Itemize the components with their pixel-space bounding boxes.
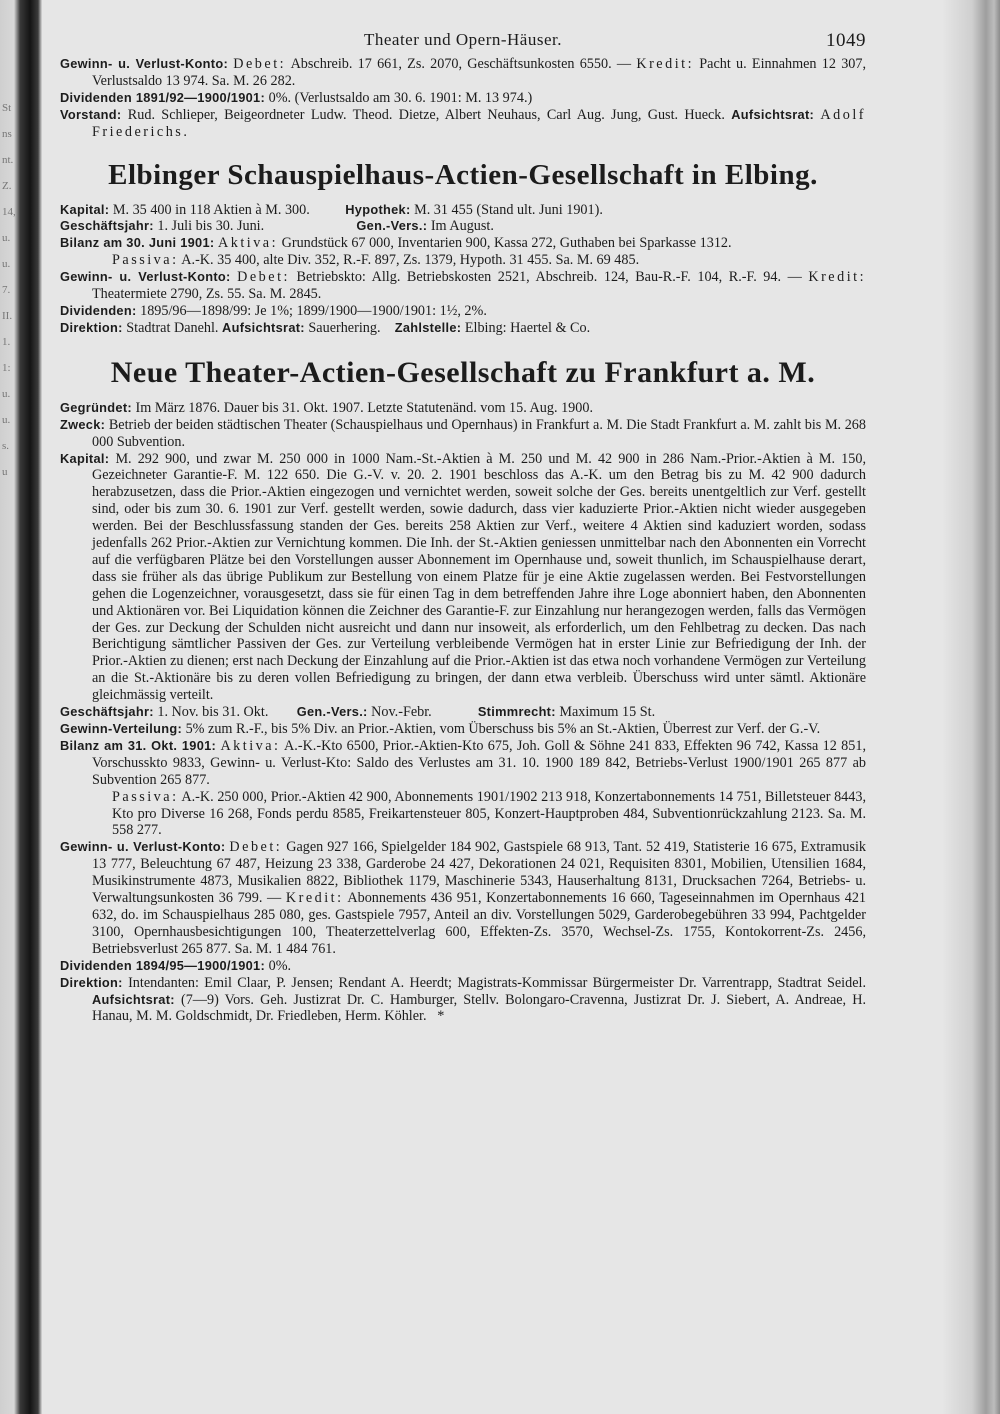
entry-label: Direktion: [60,319,123,335]
kredit-label: Kredit: [285,890,344,907]
entry-geschaeftsjahr [60,218,866,235]
entry-label: Direktion: [60,974,123,990]
entry-text: 1. Juli bis 30. Juni. [157,218,265,235]
entry-label: Gewinn- u. Verlust-Konto: [60,56,229,71]
page-edge-shadow [942,0,1000,1414]
entry-text: Intendanten: Emil Claar, P. Jensen; Rendant A. Heerdt; Magistrats-Kommissar Bürgermeister Dr. Varrentrapp, Stadtrat Seidel. [128,974,866,991]
kredit-label: Kredit: [636,56,695,72]
entry-vorstand [60,107,866,141]
entry-label: Geschäftsjahr: [60,704,154,720]
entry-gewinn-verlust [60,269,866,303]
entry-text: 0%. [268,957,292,974]
entry-gegruendet [60,400,866,417]
entry-label: Bilanz am 30. Juni 1901: [60,235,215,251]
margin-fragment: 1: [2,362,11,374]
kredit-label: Kredit: [808,269,867,286]
entry-label: Gewinn- u. Verlust-Konto: [60,839,226,855]
entry-text: Betrieb der beiden städtischen Theater (Schauspielhaus und Opernhaus) in Frankfurt a. M. Die Stadt Frankfurt a. M. zahlt bis M. 268 000 Subvention. [92,416,866,450]
entry-label: Gegründet: [60,399,132,415]
entry-bilanz [60,738,866,789]
margin-fragment: u. [2,414,11,426]
entry-text: Abonnements 436 951, Konzertabonnements 16 660, Tageseinnahmen im Opernhaus 421 632, do. im Schauspielhaus 285 080, ges. Gastspiele 7957, Anteil an div. Vorstellungen 5029, Garderobegebühren 33 994, Pachtgelder 3100, Opernhausbesichtigungen 100, Theaterzettelverlag 600, Effekten-Zs. 3570, Wechsel-Zs. 1755, Kontokorrent-Zs. 2456, Betriebsverlust 265 877. Sa. M. 1 484 761. [92,890,867,957]
entry-kapital [60,451,866,705]
entry-gewinn-verlust [60,839,866,957]
margin-fragment: ns [2,128,12,140]
aktiva-label: Aktiva: [220,737,281,754]
debet-label: Debet: [229,839,283,856]
entry-label: Kapital: [60,201,110,217]
entry-kapital [60,202,866,219]
entry-label: Aufsichtsrat: [92,991,175,1007]
header-title: Theater und Opern-Häuser. [363,30,562,49]
entry-text: M. 31 455 (Stand ult. Juni 1901). [414,201,603,218]
margin-fragment: 1. [2,336,11,348]
margin-fragment: nt. [2,154,14,166]
page [60,30,866,1025]
entry-label: Stimmrecht: [477,704,556,720]
entry-text: Adolf Friederichs. [92,106,867,140]
entry-gewinn-verteilung [60,721,866,738]
entry-label: Geschäftsjahr: [60,218,154,234]
entry-text: Sauerhering. [308,319,381,336]
entry-text: Stadtrat Danehl. [126,319,219,336]
entry-text: 0%. (Verlustsaldo am 30. 6. 1901: M. 13 974.) [268,89,533,106]
entry-label: Zweck: [60,416,106,432]
entry-label: Dividenden 1891/92—1900/1901: [60,89,266,105]
entry-text: Betriebskto: Allg. Betriebskosten 2521, Abschreib. 124, Bau-R.-F. 104, R.-F. 94. — [296,269,802,286]
margin-fragment: Z. [2,180,12,192]
entry-text: A.-K.-Kto 6500, Prior.-Aktien-Kto 675, Joh. Goll & Söhne 241 833, Effekten 96 742, Kassa 12 851, Vorschusskto 9833, Gewinn- u. Verlust-Kto: Saldo des Verlustes am 31. 10. 1900 189 842, Betriebs-Verlust 1900/1901 265 877 ab Subvention 265 877. [92,737,867,788]
entry-bilanz [60,235,866,252]
page-number: 1049 [826,30,866,51]
entry-text: Pacht u. Einnahmen 12 307, Verlustsaldo 13 974. Sa. M. 26 282. [92,56,867,89]
entry-zweck [60,417,866,451]
entry-label: Dividenden 1894/95—1900/1901: [60,957,266,973]
running-header [60,30,866,56]
debet-label: Debet: [237,269,290,286]
aktiva-label: Aktiva: [217,235,279,252]
entry-label: Bilanz am 31. Okt. 1901: [60,737,217,753]
company-heading-elbing: Elbinger Schauspielhaus-Actien-Gesellschaft in Elbing. [108,158,818,191]
margin-fragment: 7. [2,284,11,296]
entry-label: Gewinn- u. Verlust-Konto: [60,269,231,285]
entry-passiva [60,252,866,269]
margin-fragment: u. [2,388,11,400]
company-heading-frankfurt: Neue Theater-Actien-Gesellschaft zu Frankfurt a. M. [110,355,816,389]
margin-fragment: u. [2,232,11,244]
entry-text: A.-K. 250 000, Prior.-Aktien 42 900, Abonnements 1901/1902 213 918, Konzertabonnements 14 751, Billetsteuer 8443, Kto pro Diverse 16 268, Fonds perdu 8585, Freikartensteuer 805, Konzert-Hauptproben 484, Subventionrückzahlung 2123. Sa. M. 558 277. [112,788,866,839]
entry-label: Gen.-Vers.: [296,704,368,720]
top-section [60,56,866,141]
margin-fragment: s. [2,440,10,452]
entry-text: M. 35 400 in 118 Aktien à M. 300. [112,201,310,218]
margin-fragment: St [2,102,12,114]
entry-label: Hypothek: [345,201,411,217]
entry-text: Nov.-Febr. [371,704,432,721]
entry-text: Maximum 15 St. [559,704,656,721]
entry-label: Kapital: [60,450,110,466]
entry-text: A.-K. 35 400, alte Div. 352, R.-F. 897, Zs. 1379, Hypoth. 31 455. Sa. M. 69 485. [181,252,640,269]
entry-dividenden [60,303,866,320]
entry-dividenden [60,958,866,975]
margin-fragment: u [2,466,8,478]
debet-label: Debet: [233,56,287,72]
entry-gewinn-verlust [60,56,866,90]
entry-direktion [60,320,866,337]
entry-label: Gen.-Vers.: [356,218,428,234]
entry-label: Vorstand: [60,106,122,122]
entry-label: Aufsichtsrat: [731,106,815,122]
passiva-label: Passiva: [112,788,179,805]
entry-text: 5% zum R.-F., bis 5% Div. an Prior.-Aktien, vom Überschuss bis 5% an St.-Aktien, Überrest zur Verf. der G.-V. [185,721,821,737]
entry-label: Zahlstelle: [394,319,462,335]
entry-text: Im August. [430,218,494,235]
entry-label: Aufsichtsrat: [222,319,305,335]
entry-dividenden [60,90,866,107]
elbing-section [60,202,866,337]
entry-text: Abschreib. 17 661, Zs. 2070, Geschäftsunkosten 6550. — [290,56,632,72]
entry-text: Rud. Schlieper, Beigeordneter Ludw. Theod. Dietze, Albert Neuhaus, Carl Aug. Jung, Gust. Hueck. [127,106,725,123]
entry-text: Im März 1876. Dauer bis 31. Okt. 1907. Letzte Statutenänd. vom 15. Aug. 1900. [135,399,593,416]
entry-direktion [60,975,866,1026]
entry-text: Grundstück 67 000, Inventarien 900, Kassa 272, Guthaben bei Sparkasse 1312. [281,235,732,252]
entry-text: Theatermiete 2790, Zs. 55. Sa. M. 2845. [92,286,322,303]
entry-text: (7—9) Vors. Geh. Justizrat Dr. C. Hamburger, Stellv. Bolongaro-Cravenna, Justizrat Dr. J. Siebert, A. Andreae, H. Hanau, M. M. Goldschmidt, Dr. Friedleben, Herm. Köhler. [92,991,867,1025]
entry-passiva [60,789,866,840]
margin-fragment: 14, [2,206,16,218]
entry-text: Gagen 927 166, Spielgelder 184 902, Gastspiele 68 913, Tant. 52 419, Statisterie 16 675, Extramusik 13 777, Beleuchtung 67 487, Heizung 23 338, Garderobe 24 427, Dekorationen 24 021, Requisiten 8301, Mobilien, Utensilien 1684, Musikinstrumente 4873, Musikalien 8822, Bibliothek 1179, Maschinerie 5343, Hauserhaltung 8131, Drucksachen 7264, Betriebs- u. Verwaltungsunkosten 36 799. — [92,839,867,907]
entry-label: Gewinn-Verteilung: [60,721,183,736]
frankfurt-section [60,400,866,1026]
entry-text: M. 292 900, und zwar M. 250 000 in 1000 Nam.-St.-Aktien à M. 250 und M. 42 900 in 286 Nam.-Prior.-Aktien à M. 150, Gezeichneter Garantie-F. M. 122 650. Die G.-V. v. 20. 2. 1901 beschloss das A.-K. um den Betrag bis zu M. 42 900 dadurch herabzusetzen, dass die Prior.-Aktien eingezogen und vernichtet werden, soweit solche der Ges. bereits unentgeltlich zur Verf. gestellt sind, oder bis zum 30. 6. 1901 zur Verf. gestellt werden, sowie dadurch, dass vier kaduzierte Prior.-Aktien nicht wieder ausgegeben werden. Bei der Beschlussfassung standen der Ges. bereits 258 Aktien zur Verf., weitere 4 Aktien sind kaduziert worden, sodass jedenfalls 262 Prior.-Aktien zur Vernichtung kommen. Die Inh. der St.-Aktien geniessen unmittelbar nach den Abonnenten ein Vorrecht auf die verfügbaren Plätze bei den Vorstellungen ausser Abonnement im Opernhause und, soweit thunlich, im Schauspielhause derart, dass sie früher als das übrige Publikum zur Bestellung von einem Platze für je eine Aktie zugelassen werden. Bei Festvorstellungen gehen die Logenzeichner, vorausgesetzt, dass sie für einen Tag in dem betreffenden Jahre ihre Loge abonniert haben, den Abonnenten und Aktionären vor. Bei Liquidation können die Zeichner des Garantie-F. zur Einzahlung nur herangezogen werden, falls das Vermögen der Ges. zur Deckung der Schulden nicht ausreicht und dann nur insoweit, als erforderlich, um den Fehlbetrag zu decken. Das nach Berichtigung sämtlicher Passiven der Ges. zur Verteilung verbleibende Vermögen hat in erster Linie zur Befriedigung der Inh. der Prior.-Aktien zu dienen; erst nach Deckung der Einzahlung auf die Prior.-Aktien ist das etwa noch vorhandene Vermögen zur Verteilung an die St.-Aktionäre bis zu deren vollen Befriedigung zu bringen, der dann etwa verbleib. Überschuss wird unter sämtl. Aktionäre gleichmässig verteilt. [92,450,867,704]
passiva-label: Passiva: [112,252,179,269]
entry-label: Dividenden: [60,302,137,318]
end-mark: * [437,1008,445,1025]
margin-fragment: u. [2,258,11,270]
entry-geschaeftsjahr [60,704,866,721]
margin-fragment: II. [2,310,13,322]
entry-text: 1. Nov. bis 31. Okt. [157,704,269,721]
entry-text: 1895/96—1898/99: Je 1%; 1899/1900—1900/1901: 1½, 2%. [140,302,487,319]
margin-fragments [2,95,18,485]
entry-text: Elbing: Haertel & Co. [464,319,591,336]
